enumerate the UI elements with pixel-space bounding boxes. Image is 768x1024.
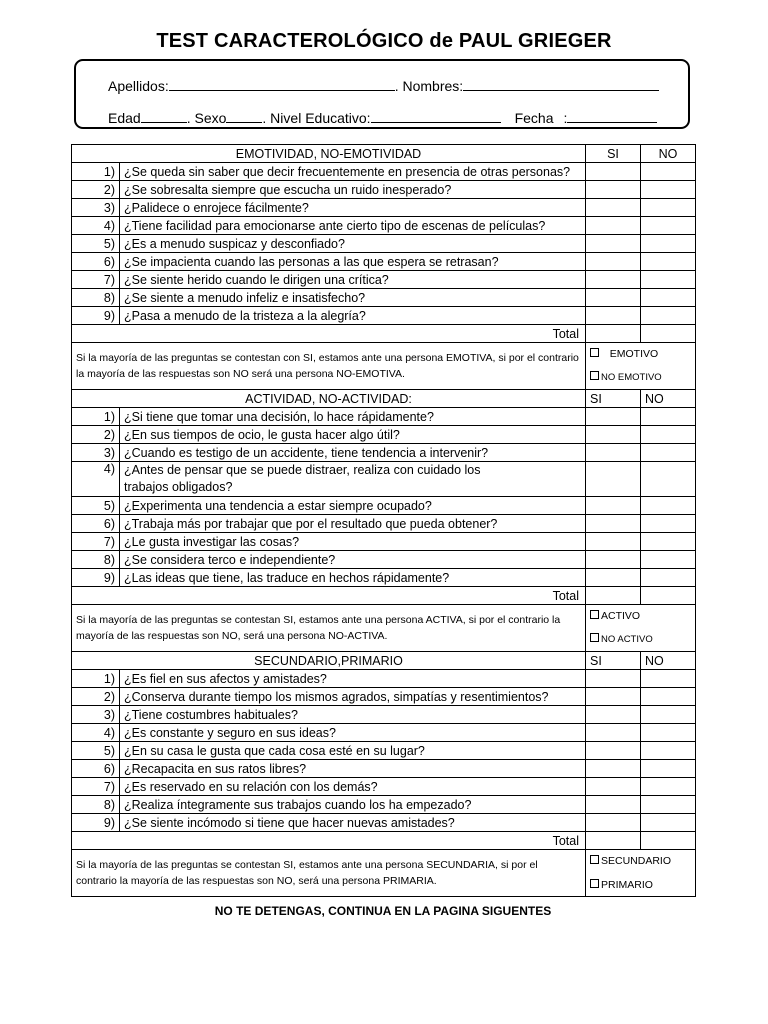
question-text: ¿Cuando es testigo de un accidente, tiene tendencia a intervenir? — [120, 444, 586, 462]
edad-field[interactable] — [141, 109, 187, 123]
total-row — [72, 587, 696, 605]
answer-no-cell[interactable] — [641, 688, 696, 706]
question-row — [72, 706, 696, 724]
question-row — [72, 742, 696, 760]
question-row — [72, 426, 696, 444]
question-text: ¿Se considera terco e independiente? — [120, 551, 586, 569]
question-row — [72, 444, 696, 462]
checkbox-icon[interactable] — [590, 879, 599, 888]
answer-no-cell[interactable] — [641, 706, 696, 724]
answer-si-cell[interactable] — [586, 408, 641, 426]
answer-no-cell[interactable] — [641, 742, 696, 760]
question-row — [72, 181, 696, 199]
apellidos-field[interactable] — [169, 77, 395, 91]
question-row — [72, 688, 696, 706]
option-emotivo[interactable] — [590, 347, 691, 361]
answer-si-cell[interactable] — [586, 426, 641, 444]
nombres-label: . Nombres: — [394, 78, 464, 94]
question-number: 2) — [72, 688, 120, 706]
answer-si-cell[interactable] — [586, 235, 641, 253]
answer-no-cell[interactable] — [641, 199, 696, 217]
answer-si-cell[interactable] — [586, 551, 641, 569]
question-number: 6) — [72, 253, 120, 271]
answer-no-cell[interactable] — [641, 497, 696, 515]
answer-no-cell[interactable] — [641, 408, 696, 426]
answer-si-cell[interactable] — [586, 533, 641, 551]
answer-no-cell[interactable] — [641, 462, 696, 497]
apellidos-label: Apellidos: — [108, 78, 169, 94]
question-row — [72, 533, 696, 551]
option-label: SECUNDARIO — [601, 855, 672, 867]
question-text: ¿Palidece o enrojece fácilmente? — [120, 199, 586, 217]
question-row — [72, 235, 696, 253]
checkbox-icon[interactable] — [590, 348, 599, 357]
answer-no-cell[interactable] — [641, 551, 696, 569]
continue-note: NO TE DETENGAS, CONTINUA EN LA PAGINA SIGUENTES — [214, 904, 552, 918]
answer-si-cell[interactable] — [586, 199, 641, 217]
question-text: ¿Se sobresalta siempre que escucha un ruido inesperado? — [120, 181, 586, 199]
question-number: 7) — [72, 533, 120, 551]
question-row — [72, 497, 696, 515]
answer-no-cell[interactable] — [641, 307, 696, 325]
question-text: ¿En su casa le gusta que cada cosa esté en su lugar? — [120, 742, 586, 760]
question-row — [72, 551, 696, 569]
answer-si-cell[interactable] — [586, 778, 641, 796]
question-number: 1) — [72, 408, 120, 426]
answer-no-cell[interactable] — [641, 235, 696, 253]
option-primario[interactable] — [590, 878, 691, 892]
question-number: 7) — [72, 271, 120, 289]
question-number: 1) — [72, 670, 120, 688]
answer-si-cell[interactable] — [586, 515, 641, 533]
si-header: SI — [586, 652, 641, 670]
question-row — [72, 408, 696, 426]
question-row — [72, 724, 696, 742]
answer-no-cell[interactable] — [641, 760, 696, 778]
checkbox-icon[interactable] — [590, 633, 599, 642]
question-text: ¿Se impacienta cuando las personas a las que espera se retrasan? — [120, 253, 586, 271]
nivel-educativo-label: . Nivel Educativo: — [262, 110, 371, 126]
option-no-emotivo[interactable] — [590, 371, 691, 385]
no-header: NO — [641, 652, 696, 670]
question-row — [72, 760, 696, 778]
section-emotividad — [72, 145, 696, 390]
option-label: NO EMOTIVO — [601, 372, 662, 383]
option-label: PRIMARIO — [601, 879, 653, 891]
question-number: 1) — [72, 163, 120, 181]
question-text: ¿Es constante y seguro en sus ideas? — [120, 724, 586, 742]
info-row-details — [108, 109, 657, 126]
total-row — [72, 325, 696, 343]
answer-si-cell[interactable] — [586, 289, 641, 307]
answer-no-cell[interactable] — [641, 217, 696, 235]
result-options — [586, 605, 696, 652]
result-note: Si la mayoría de las preguntas se contestan SI, estamos ante una persona ACTIVA, si por el contrario la mayoría de las respuestas son NO, será una persona NO-ACTIVA. — [72, 605, 586, 652]
answer-si-cell[interactable] — [586, 163, 641, 181]
section-actividad — [72, 390, 696, 652]
section-header-row — [72, 145, 696, 163]
question-text: ¿Se siente incómodo si tiene que hacer nuevas amistades? — [120, 814, 586, 832]
total-row — [72, 832, 696, 850]
answer-no-cell[interactable] — [641, 163, 696, 181]
nivel-educativo-field[interactable] — [371, 109, 501, 123]
no-header: NO — [641, 390, 696, 408]
question-number: 3) — [72, 444, 120, 462]
question-text: ¿Trabaja más por trabajar que por el resultado que pueda obtener? — [120, 515, 586, 533]
question-number: 8) — [72, 289, 120, 307]
question-number: 9) — [72, 814, 120, 832]
answer-si-cell[interactable] — [586, 307, 641, 325]
sexo-field[interactable] — [226, 109, 262, 123]
test-table — [71, 144, 696, 897]
section-secundario — [72, 652, 696, 897]
result-row — [72, 343, 696, 390]
answer-si-cell[interactable] — [586, 181, 641, 199]
info-row-names — [108, 77, 659, 94]
answer-no-cell[interactable] — [641, 271, 696, 289]
total-si-cell[interactable] — [586, 587, 641, 605]
question-number: 2) — [72, 181, 120, 199]
question-row — [72, 670, 696, 688]
section-header: EMOTIVIDAD, NO-EMOTIVIDAD — [72, 145, 586, 163]
answer-si-cell[interactable] — [586, 760, 641, 778]
question-text: ¿Le gusta investigar las cosas? — [120, 533, 586, 551]
answer-si-cell[interactable] — [586, 569, 641, 587]
answer-no-cell[interactable] — [641, 181, 696, 199]
nombres-field[interactable] — [463, 77, 659, 91]
question-row — [72, 462, 696, 497]
question-row — [72, 163, 696, 181]
checkbox-icon[interactable] — [590, 855, 599, 864]
question-row — [72, 778, 696, 796]
result-note: Si la mayoría de las preguntas se contestan con SI, estamos ante una persona EMOTIVA, si por el contrario la mayoría de las respuestas son NO será una persona NO-EMOTIVA. — [72, 343, 586, 390]
answer-si-cell[interactable] — [586, 497, 641, 515]
question-number: 3) — [72, 706, 120, 724]
question-text: ¿Se siente herido cuando le dirigen una crítica? — [120, 271, 586, 289]
result-options — [586, 850, 696, 897]
question-text: ¿Se queda sin saber que decir frecuentemente en presencia de otras personas? — [120, 163, 586, 181]
total-si-cell[interactable] — [586, 832, 641, 850]
question-text: ¿Realiza íntegramente sus trabajos cuando los ha empezado? — [120, 796, 586, 814]
question-number: 7) — [72, 778, 120, 796]
question-text: ¿Pasa a menudo de la tristeza a la alegría? — [120, 307, 586, 325]
question-number: 4) — [72, 462, 120, 497]
option-label: EMOTIVO — [609, 348, 659, 360]
option-label: NO ACTIVO — [601, 634, 653, 645]
question-row — [72, 271, 696, 289]
personal-info-box — [74, 59, 690, 129]
answer-si-cell[interactable] — [586, 796, 641, 814]
answer-no-cell[interactable] — [641, 426, 696, 444]
answer-si-cell[interactable] — [586, 724, 641, 742]
answer-no-cell[interactable] — [641, 670, 696, 688]
answer-no-cell[interactable] — [641, 444, 696, 462]
fecha-colon: : — [563, 110, 568, 126]
section-header-row — [72, 390, 696, 408]
question-number: 3) — [72, 199, 120, 217]
section-header: ACTIVIDAD, NO-ACTIVIDAD: — [72, 390, 586, 408]
question-number: 6) — [72, 515, 120, 533]
question-number: 2) — [72, 426, 120, 444]
sexo-label: . Sexo — [186, 110, 227, 126]
answer-no-cell[interactable] — [641, 724, 696, 742]
question-number: 4) — [72, 724, 120, 742]
question-text: ¿Es reservado en su relación con los demás? — [120, 778, 586, 796]
no-header: NO — [641, 145, 696, 163]
answer-si-cell[interactable] — [586, 253, 641, 271]
question-row — [72, 569, 696, 587]
question-text: ¿Recapacita en sus ratos libres? — [120, 760, 586, 778]
page-title: TEST CARACTEROLÓGICO de PAUL GRIEGER — [156, 30, 612, 52]
question-text: ¿Es fiel en sus afectos y amistades? — [120, 670, 586, 688]
answer-no-cell[interactable] — [641, 533, 696, 551]
total-no-cell[interactable] — [641, 325, 696, 343]
result-options — [586, 343, 696, 390]
question-number: 9) — [72, 569, 120, 587]
question-number: 5) — [72, 497, 120, 515]
answer-si-cell[interactable] — [586, 688, 641, 706]
total-no-cell[interactable] — [641, 832, 696, 850]
answer-si-cell[interactable] — [586, 271, 641, 289]
question-number: 8) — [72, 551, 120, 569]
answer-si-cell[interactable] — [586, 742, 641, 760]
total-si-cell[interactable] — [586, 325, 641, 343]
fecha-field[interactable] — [567, 109, 657, 123]
question-text: ¿Es a menudo suspicaz y desconfiado? — [120, 235, 586, 253]
answer-no-cell[interactable] — [641, 253, 696, 271]
question-number: 5) — [72, 742, 120, 760]
question-text: ¿Tiene facilidad para emocionarse ante cierto tipo de escenas de películas? — [120, 217, 586, 235]
total-label: Total — [72, 325, 586, 343]
question-number: 5) — [72, 235, 120, 253]
question-row — [72, 289, 696, 307]
option-secundario[interactable] — [590, 854, 691, 868]
si-header: SI — [586, 145, 641, 163]
question-number: 4) — [72, 217, 120, 235]
question-row — [72, 307, 696, 325]
answer-no-cell[interactable] — [641, 569, 696, 587]
section-header: SECUNDARIO,PRIMARIO — [72, 652, 586, 670]
question-number: 8) — [72, 796, 120, 814]
total-no-cell[interactable] — [641, 587, 696, 605]
edad-label: Edad — [108, 110, 141, 126]
question-row — [72, 814, 696, 832]
answer-si-cell[interactable] — [586, 217, 641, 235]
option-label: ACTIVO — [601, 610, 641, 622]
question-number: 9) — [72, 307, 120, 325]
answer-si-cell[interactable] — [586, 670, 641, 688]
section-header-row — [72, 652, 696, 670]
question-text: ¿Conserva durante tiempo los mismos agrados, simpatías y resentimientos? — [120, 688, 586, 706]
answer-no-cell[interactable] — [641, 778, 696, 796]
answer-no-cell[interactable] — [641, 515, 696, 533]
checkbox-icon[interactable] — [590, 610, 599, 619]
result-note: Si la mayoría de las preguntas se contestan SI, estamos ante una persona SECUNDARIA, si por el contrario la mayoría de las respuestas son NO, será una persona PRIMARIA. — [72, 850, 586, 897]
checkbox-icon[interactable] — [590, 371, 599, 380]
question-text: ¿Se siente a menudo infeliz e insatisfecho? — [120, 289, 586, 307]
result-row — [72, 850, 696, 897]
fecha-label: Fecha — [514, 110, 554, 126]
question-row — [72, 217, 696, 235]
answer-si-cell[interactable] — [586, 462, 641, 497]
answer-si-cell[interactable] — [586, 706, 641, 724]
answer-si-cell[interactable] — [586, 814, 641, 832]
question-row — [72, 796, 696, 814]
answer-si-cell[interactable] — [586, 444, 641, 462]
question-text: ¿Tiene costumbres habituales? — [120, 706, 586, 724]
question-text: ¿Antes de pensar que se puede distraer, realiza con cuidado los trabajos obligados? — [120, 462, 586, 497]
question-number: 6) — [72, 760, 120, 778]
question-row — [72, 199, 696, 217]
answer-no-cell[interactable] — [641, 796, 696, 814]
option-activo[interactable] — [590, 609, 691, 623]
question-text: ¿Las ideas que tiene, las traduce en hechos rápidamente? — [120, 569, 586, 587]
question-text: ¿Experimenta una tendencia a estar siempre ocupado? — [120, 497, 586, 515]
question-text: ¿Si tiene que tomar una decisión, lo hace rápidamente? — [120, 408, 586, 426]
question-text: ¿En sus tiempos de ocio, le gusta hacer algo útil? — [120, 426, 586, 444]
option-no-activo[interactable] — [590, 633, 691, 647]
si-header: SI — [586, 390, 641, 408]
total-label: Total — [72, 832, 586, 850]
question-row — [72, 515, 696, 533]
answer-no-cell[interactable] — [641, 289, 696, 307]
result-row — [72, 605, 696, 652]
question-row — [72, 253, 696, 271]
total-label: Total — [72, 587, 586, 605]
answer-no-cell[interactable] — [641, 814, 696, 832]
